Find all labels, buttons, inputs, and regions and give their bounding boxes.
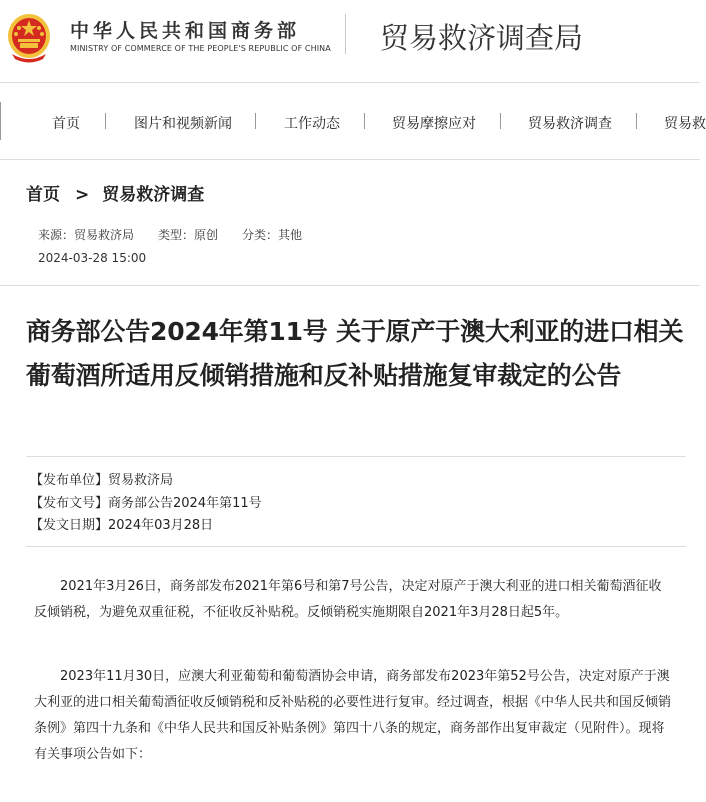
ministry-name-en[interactable]: MINISTRY OF COMMERCE OF THE PEOPLE'S REPUBLIC OF CHINA xyxy=(70,44,331,53)
site-header xyxy=(0,0,700,82)
nav-item-home[interactable]: 首页 xyxy=(52,116,80,132)
nav-separator xyxy=(255,113,256,129)
meta-source: 来源：贸易救济局 xyxy=(38,228,135,242)
breadcrumb-home-link[interactable]: 首页 xyxy=(26,185,60,205)
nav-item-trade-remedy-cut[interactable]: 贸易救 xyxy=(664,116,706,132)
header-divider xyxy=(345,14,346,54)
info-issuing-unit: 【发布单位】贸易救济局 xyxy=(30,473,174,488)
nav-item-photos-videos[interactable]: 图片和视频新闻 xyxy=(134,116,232,132)
ministry-name-cn[interactable]: 中华人民共和国商务部 xyxy=(70,20,301,42)
nav-separator xyxy=(105,113,106,129)
section-divider xyxy=(0,285,700,286)
breadcrumb-current-link[interactable]: 贸易救济调查 xyxy=(102,185,205,205)
meta-category: 分类：其他 xyxy=(242,228,303,242)
nav-edge-divider xyxy=(0,102,1,140)
national-emblem-icon[interactable] xyxy=(6,12,52,62)
nav-item-trade-friction[interactable]: 贸易摩擦应对 xyxy=(392,116,476,132)
article-title: 商务部公告2024年第11号 关于原产于澳大利亚的进口相关葡萄酒所适用反倾销措施和反补贴措施复审裁定的公告 xyxy=(26,317,684,390)
meta-date: 2024-03-28 15:00 xyxy=(38,251,147,265)
article-paragraph: 2023年11月30日，应澳大利亚葡萄和葡萄酒协会申请，商务部发布2023年第52号公告，决定对原产于澳大利亚的进口相关葡萄酒征收反倾销税和反补贴税的必要性进行复审。经过调查，根据《中华人民共和国反倾销条例》第四十九条和《中华人民共和国反补贴条例》第四十八条的规定，商务部作出复审裁定（见附件）。现将有关事项公告如下： xyxy=(34,669,672,762)
nav-item-trade-remedy[interactable]: 贸易救济调查 xyxy=(528,116,612,132)
breadcrumb xyxy=(26,180,204,205)
main-nav xyxy=(0,82,706,160)
info-document-date: 【发文日期】2024年03月28日 xyxy=(30,518,214,533)
info-divider-bottom xyxy=(26,546,686,547)
article-meta xyxy=(38,226,326,243)
breadcrumb-arrow: > xyxy=(75,185,90,205)
article-paragraph: 2021年3月26日，商务部发布2021年第6号和第7号公告，决定对原产于澳大利亚的进口相关葡萄酒征收反倾销税，为避免双重征税，不征收反补贴税。反倾销税实施期限自2021年3月28日起5年。 xyxy=(34,579,662,620)
nav-separator xyxy=(636,113,637,129)
article-info xyxy=(30,470,262,538)
bureau-title[interactable]: 贸易救济调查局 xyxy=(380,21,584,55)
info-divider-top xyxy=(26,456,686,457)
info-document-number: 【发布文号】商务部公告2024年第11号 xyxy=(30,495,262,511)
nav-separator xyxy=(500,113,501,129)
nav-item-work-updates[interactable]: 工作动态 xyxy=(284,116,340,132)
meta-type: 类型：原创 xyxy=(158,228,219,242)
nav-separator xyxy=(364,113,365,129)
